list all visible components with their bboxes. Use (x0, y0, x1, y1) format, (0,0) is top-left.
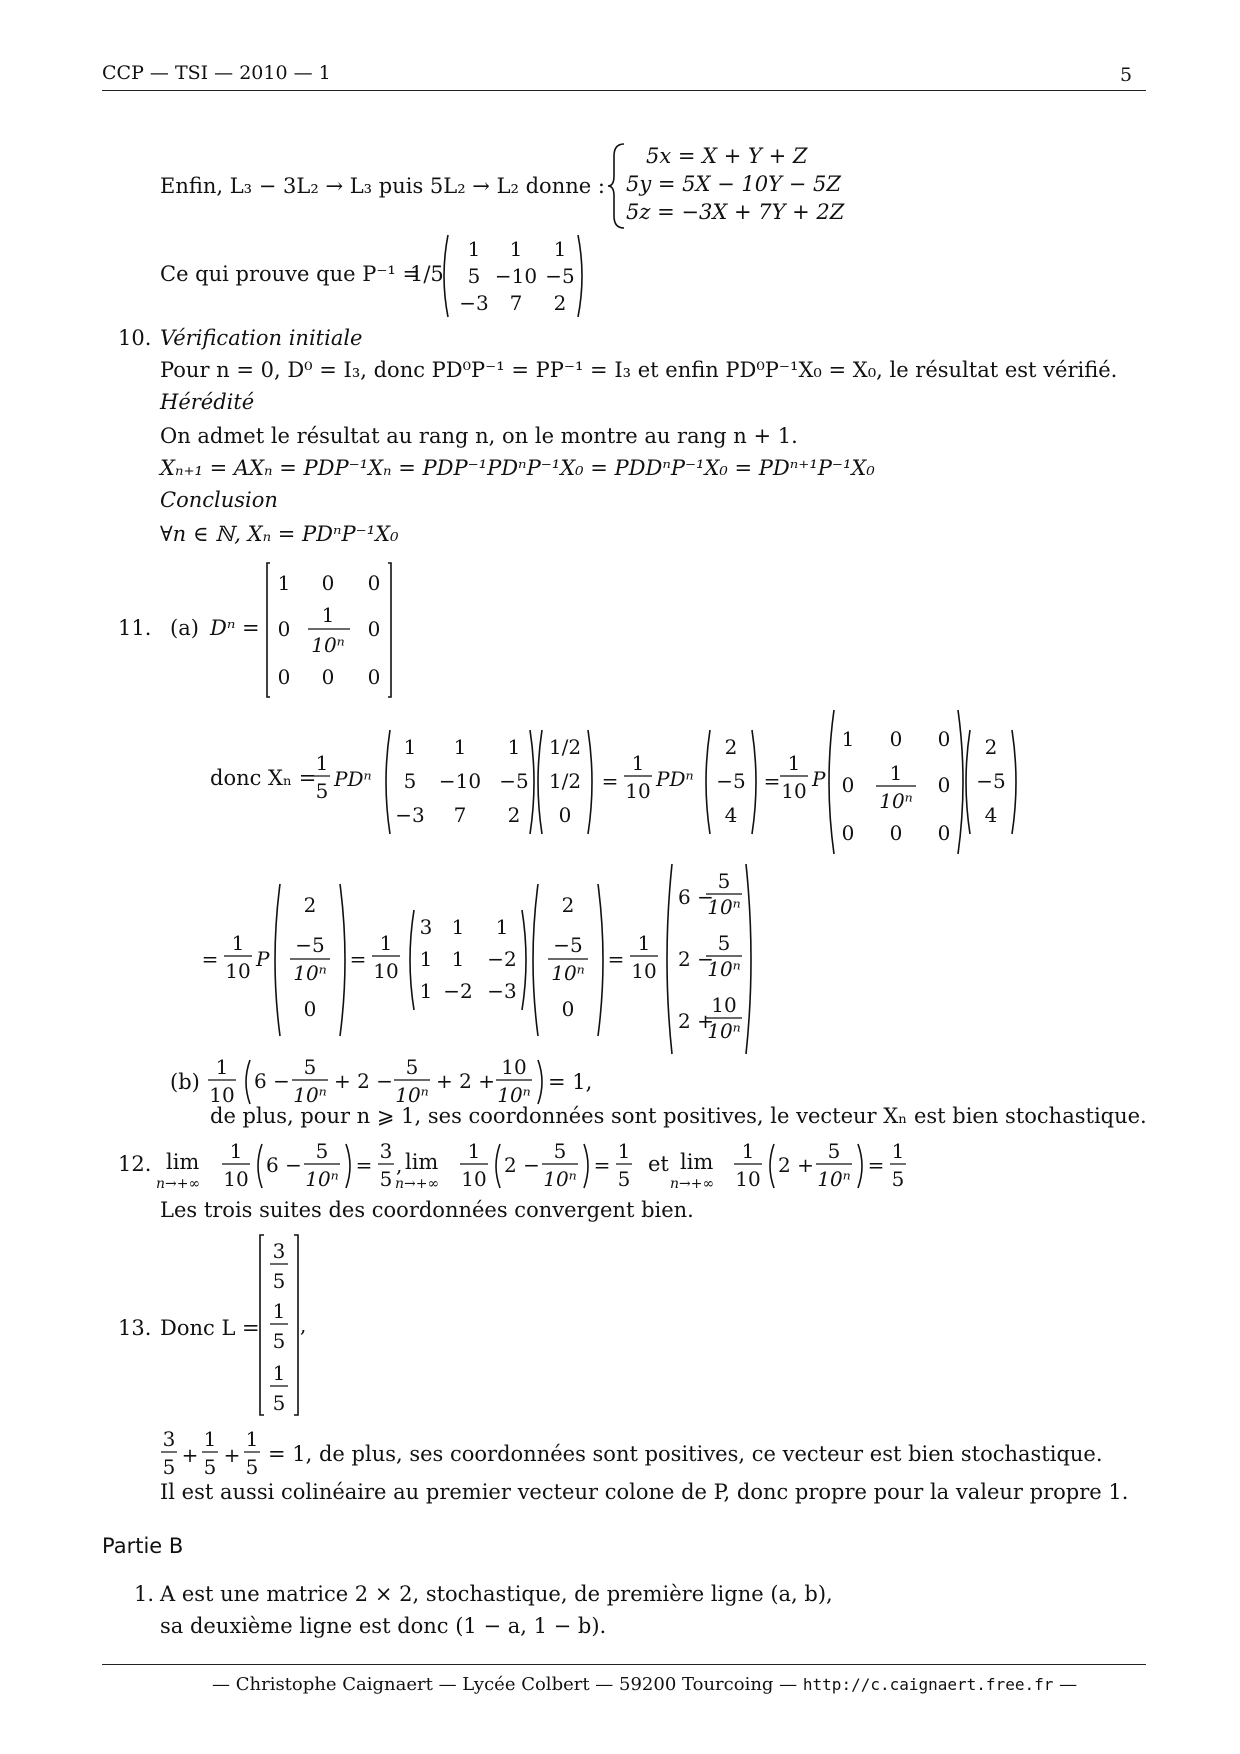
svg-text:=: = (607, 947, 625, 971)
system-line-2: 5y = 5X − 10Y − 5Z (626, 172, 841, 196)
svg-text:1: 1 (229, 1139, 243, 1163)
matrix-cell: −5 (545, 264, 575, 288)
svg-text:0: 0 (937, 727, 951, 751)
svg-text:6 −: 6 − (266, 1153, 302, 1177)
q12-number: 12. (118, 1152, 152, 1176)
q11b-label: (b) (170, 1070, 200, 1094)
svg-text:0: 0 (937, 773, 951, 797)
svg-text:1: 1 (315, 751, 329, 775)
svg-text:5: 5 (403, 769, 417, 793)
svg-text:=: = (349, 947, 367, 971)
svg-text:−3: −3 (395, 803, 425, 827)
svg-text:1: 1 (419, 947, 433, 971)
svg-text:10: 10 (501, 1055, 527, 1079)
svg-text:10: 10 (625, 779, 651, 803)
footer (212, 1674, 1077, 1695)
b1-line-2: sa deuxième ligne est donc (1 − a, 1 − b). (160, 1614, 607, 1638)
svg-text:=: = (355, 1153, 373, 1177)
svg-text:−5: −5 (553, 933, 583, 957)
svg-text:1: 1 (277, 571, 291, 595)
svg-text:=: = (601, 769, 619, 793)
enfin-intro: Enfin, L₃ − 3L₂ → L₃ puis 5L₂ → L₂ donne : (160, 174, 605, 198)
svg-text:4: 4 (984, 803, 998, 827)
q11-donc-xn: donc Xₙ = (210, 766, 317, 790)
svg-text:5: 5 (717, 869, 731, 893)
svg-text:1: 1 (453, 735, 467, 759)
svg-text:5: 5 (272, 1269, 286, 1293)
svg-text:5: 5 (827, 1139, 841, 1163)
svg-text:3: 3 (272, 1239, 286, 1263)
svg-text:+ 2 −: + 2 − (334, 1069, 393, 1093)
q12-sub-1: n→+∞ (156, 1176, 201, 1192)
svg-text:0: 0 (561, 997, 575, 1021)
svg-text:2: 2 (561, 893, 575, 917)
svg-text:1: 1 (203, 1427, 217, 1451)
header-rule (102, 90, 1146, 91)
matrix-cell: 5 (467, 264, 481, 288)
svg-text:0: 0 (277, 665, 291, 689)
q13-number: 13. (118, 1316, 152, 1340)
svg-text:2: 2 (984, 735, 998, 759)
q10-verification-text: Pour n = 0, D⁰ = I₃, donc PD⁰P⁻¹ = PP⁻¹ = I₃ et enfin PD⁰P⁻¹X₀ = X₀, le résultat est vérifié. (160, 358, 1118, 382)
svg-text:1: 1 (321, 603, 335, 627)
footer-end: — (1059, 1674, 1078, 1695)
svg-text:6 −: 6 − (678, 885, 714, 909)
svg-text:3: 3 (379, 1139, 393, 1163)
svg-text:1: 1 (231, 931, 245, 955)
svg-text:1: 1 (637, 931, 651, 955)
q10-verification-title: Vérification initiale (160, 326, 363, 350)
svg-text:1: 1 (403, 735, 417, 759)
svg-text:10: 10 (711, 993, 737, 1017)
svg-text:1: 1 (451, 947, 465, 971)
svg-text:1: 1 (272, 1299, 286, 1323)
svg-text:0: 0 (937, 821, 951, 845)
svg-text:0: 0 (367, 665, 381, 689)
q10-heredite-text: On admet le résultat au rang n, on le montre au rang n + 1. (160, 424, 798, 448)
svg-text:10: 10 (209, 1083, 235, 1107)
svg-text:5: 5 (245, 1455, 259, 1479)
q11a-dn: Dⁿ = (210, 616, 260, 640)
svg-text:0: 0 (841, 773, 855, 797)
svg-text:1/2: 1/2 (548, 735, 582, 759)
svg-text:1: 1 (891, 1139, 905, 1163)
b1-line-1: A est une matrice 2 × 2, stochastique, de première ligne (a, b), (160, 1582, 833, 1606)
svg-text:5: 5 (203, 1455, 217, 1479)
svg-text:10ⁿ: 10ⁿ (551, 961, 585, 985)
q13-line-1: = 1, de plus, ses coordonnées sont positives, ce vecteur est bien stochastique. (268, 1442, 1103, 1466)
matrix-cell: 1 (509, 237, 523, 261)
svg-text:−10: −10 (438, 769, 482, 793)
svg-text:=: = (201, 947, 219, 971)
q12-lim-1: lim (166, 1150, 200, 1174)
page-number: 5 (1120, 64, 1133, 86)
q13-donc-l: Donc L = (160, 1316, 260, 1340)
q11-xn-expression (315, 708, 1018, 858)
svg-text:−5: −5 (499, 769, 529, 793)
svg-text:−3: −3 (487, 979, 517, 1003)
svg-text:−5: −5 (716, 769, 746, 793)
svg-text:1: 1 (787, 751, 801, 775)
q10-heredite-title: Hérédité (160, 390, 255, 414)
q11a-label: (a) (170, 616, 199, 640)
footer-text: — Christophe Caignaert — Lycée Colbert — 59200 Tourcoing — (212, 1674, 798, 1695)
svg-text:1: 1 (631, 751, 645, 775)
svg-text:10ⁿ: 10ⁿ (543, 1167, 577, 1191)
matrix-cell: 2 (553, 291, 567, 315)
svg-text:1: 1 (889, 761, 903, 785)
running-header: CCP — TSI — 2010 — 1 (102, 62, 331, 84)
svg-text:5: 5 (379, 1167, 393, 1191)
svg-text:−2: −2 (487, 947, 517, 971)
svg-text:0: 0 (277, 617, 291, 641)
svg-text:PDⁿ: PDⁿ (656, 767, 694, 791)
q12-sub-2: n→+∞ (395, 1176, 440, 1192)
svg-text:10ⁿ: 10ⁿ (395, 1083, 429, 1107)
q12-limits (210, 1136, 910, 1192)
svg-text:3: 3 (419, 915, 433, 939)
svg-text:3: 3 (162, 1427, 176, 1451)
svg-text:2 −: 2 − (678, 947, 714, 971)
svg-text:5: 5 (553, 1139, 567, 1163)
svg-text:2 +: 2 + (678, 1009, 714, 1033)
svg-text:=: = (593, 1153, 611, 1177)
q13-sum (160, 1424, 270, 1480)
svg-text:10ⁿ: 10ⁿ (817, 1167, 851, 1191)
svg-text:10ⁿ: 10ⁿ (293, 1083, 327, 1107)
svg-text:1: 1 (741, 1139, 755, 1163)
q12-text: Les trois suites des coordonnées convergent bien. (160, 1198, 694, 1222)
svg-text:,: , (396, 1153, 403, 1177)
svg-text:10: 10 (461, 1167, 487, 1191)
b1-number: 1. (134, 1582, 155, 1606)
system-line-1: 5x = X + Y + Z (646, 144, 808, 168)
svg-text:P: P (256, 947, 270, 971)
vector-l (254, 1232, 306, 1418)
svg-text:10: 10 (223, 1167, 249, 1191)
q12-sub-3: n→+∞ (670, 1176, 715, 1192)
svg-text:1: 1 (841, 727, 855, 751)
system-brace-icon (606, 142, 628, 230)
matrix-cell: 7 (509, 291, 523, 315)
svg-text:1: 1 (272, 1361, 286, 1385)
q12-lim-2: lim (405, 1150, 439, 1174)
svg-text:0: 0 (367, 617, 381, 641)
svg-text:P: P (812, 767, 826, 791)
svg-text:2: 2 (724, 735, 738, 759)
svg-text:5: 5 (617, 1167, 631, 1191)
svg-text:1: 1 (451, 915, 465, 939)
q11b-text: de plus, pour n ⩾ 1, ses coordonnées sont positives, le vecteur Xₙ est bien stochastique. (210, 1104, 1147, 1128)
svg-text:1: 1 (419, 979, 433, 1003)
svg-text:1: 1 (507, 735, 521, 759)
section-heading-partie-b: Partie B (102, 1534, 184, 1558)
svg-text:+: + (181, 1443, 199, 1467)
svg-text:10: 10 (735, 1167, 761, 1191)
svg-text:5: 5 (405, 1055, 419, 1079)
svg-text:,: , (300, 1313, 307, 1337)
svg-text:=: = (867, 1153, 885, 1177)
svg-text:10: 10 (631, 959, 657, 983)
p-inverse-intro: Ce qui prouve que P⁻¹ = (160, 262, 421, 286)
svg-text:10ⁿ: 10ⁿ (293, 961, 327, 985)
svg-text:5: 5 (717, 931, 731, 955)
matrix-cell: −3 (459, 291, 489, 315)
svg-text:PDⁿ: PDⁿ (334, 767, 372, 791)
svg-text:0: 0 (889, 727, 903, 751)
matrix-cell: 1 (553, 237, 567, 261)
svg-text:0: 0 (558, 803, 572, 827)
svg-text:5: 5 (315, 1139, 329, 1163)
p-inverse-matrix (438, 232, 588, 320)
svg-text:10ⁿ: 10ⁿ (707, 957, 741, 981)
svg-text:10ⁿ: 10ⁿ (311, 633, 345, 657)
svg-text:0: 0 (367, 571, 381, 595)
svg-text:=: = (763, 769, 781, 793)
svg-text:0: 0 (889, 821, 903, 845)
q11b-sum (206, 1054, 586, 1108)
q11b-equals: = 1, (548, 1070, 593, 1094)
q10-conclusion-title: Conclusion (160, 488, 278, 512)
q11-second-line (200, 862, 760, 1056)
svg-text:5: 5 (303, 1055, 317, 1079)
svg-text:10: 10 (781, 779, 807, 803)
svg-text:1: 1 (467, 1139, 481, 1163)
svg-text:0: 0 (841, 821, 855, 845)
q11-number: 11. (118, 616, 152, 640)
svg-text:7: 7 (453, 803, 467, 827)
p-inverse-coeff: 1/5 (410, 262, 444, 286)
q12-et: et (648, 1152, 669, 1176)
q10-number: 10. (118, 326, 152, 350)
svg-text:4: 4 (724, 803, 738, 827)
svg-text:0: 0 (321, 571, 335, 595)
svg-text:1: 1 (495, 915, 509, 939)
svg-text:5: 5 (272, 1329, 286, 1353)
svg-text:0: 0 (321, 665, 335, 689)
svg-text:+ 2 +: + 2 + (436, 1069, 495, 1093)
svg-text:1: 1 (245, 1427, 259, 1451)
svg-text:10ⁿ: 10ⁿ (879, 789, 913, 813)
svg-text:5: 5 (162, 1455, 176, 1479)
svg-text:10: 10 (225, 959, 251, 983)
svg-text:+: + (223, 1443, 241, 1467)
svg-text:1/2: 1/2 (548, 769, 582, 793)
svg-text:10ⁿ: 10ⁿ (707, 1019, 741, 1043)
svg-text:5: 5 (891, 1167, 905, 1191)
q10-heredite-equation: Xₙ₊₁ = AXₙ = PDP⁻¹Xₙ = PDP⁻¹PDⁿP⁻¹X₀ = PDDⁿP⁻¹X₀ = PDⁿ⁺¹P⁻¹X₀ (160, 456, 875, 480)
svg-text:10ⁿ: 10ⁿ (497, 1083, 531, 1107)
svg-text:2 +: 2 + (778, 1153, 814, 1177)
svg-text:2 −: 2 − (504, 1153, 540, 1177)
svg-text:10ⁿ: 10ⁿ (707, 895, 741, 919)
svg-text:2: 2 (303, 893, 317, 917)
svg-text:5: 5 (315, 779, 329, 803)
q12-lim-3: lim (680, 1150, 714, 1174)
matrix-cell: −10 (494, 264, 538, 288)
matrix-dn (262, 560, 396, 700)
svg-text:1: 1 (617, 1139, 631, 1163)
svg-text:10: 10 (373, 959, 399, 983)
footer-url[interactable]: http://c.caignaert.free.fr (802, 1675, 1054, 1694)
system-line-3: 5z = −3X + 7Y + 2Z (626, 200, 845, 224)
footer-rule (102, 1664, 1146, 1665)
matrix-cell: 1 (467, 237, 481, 261)
svg-text:2: 2 (507, 803, 521, 827)
svg-text:−5: −5 (295, 933, 325, 957)
svg-text:1: 1 (215, 1055, 229, 1079)
svg-text:1: 1 (379, 931, 393, 955)
svg-text:10ⁿ: 10ⁿ (305, 1167, 339, 1191)
svg-text:−5: −5 (976, 769, 1006, 793)
svg-text:5: 5 (272, 1391, 286, 1415)
q10-conclusion-equation: ∀n ∈ ℕ, Xₙ = PDⁿP⁻¹X₀ (160, 522, 399, 546)
svg-text:−2: −2 (443, 979, 473, 1003)
svg-text:0: 0 (303, 997, 317, 1021)
q13-line-2: Il est aussi colinéaire au premier vecteur colone de P, donc propre pour la valeur propre 1. (160, 1480, 1129, 1504)
svg-text:6 −: 6 − (254, 1069, 290, 1093)
